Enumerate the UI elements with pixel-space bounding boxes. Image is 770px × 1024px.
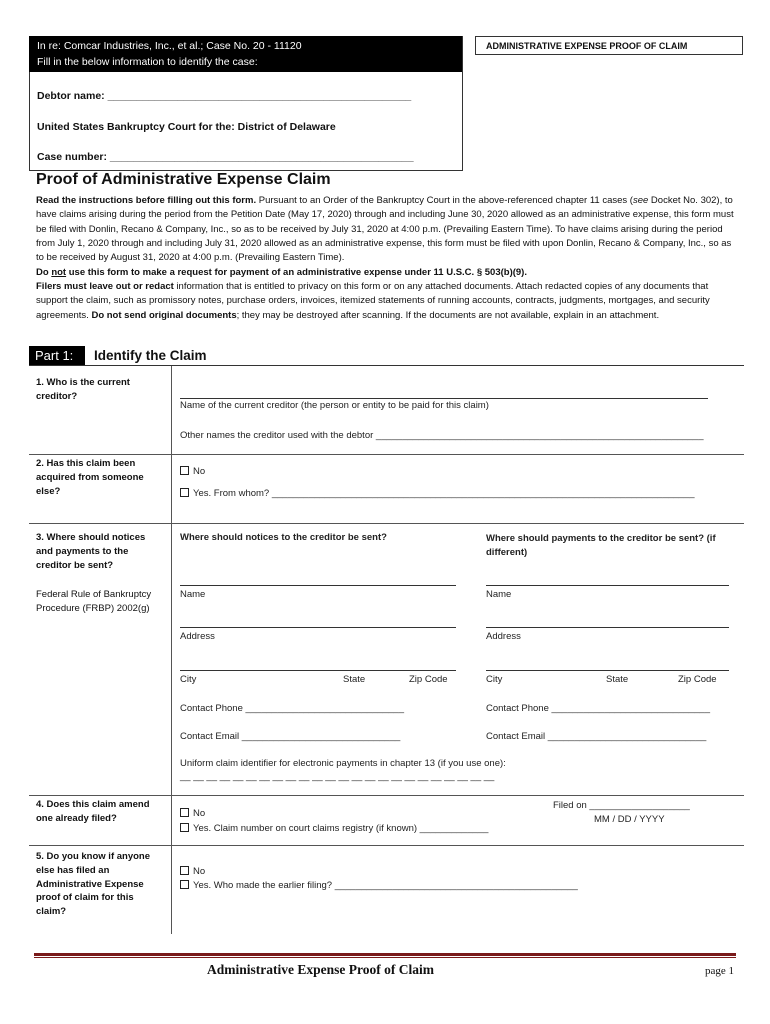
case-header-band (29, 36, 462, 72)
q4-no-label: No (193, 808, 206, 819)
redact-text: information that is entitled to privacy on this form or on any attached documents. Attach redacted copies of any documents that support the claim, such as promissory notes, purchase orders, invoices, itemized statements of running accounts, contracts, judgments, mortgages, and security agreements. (36, 281, 710, 321)
q5-no-option[interactable] (180, 866, 205, 877)
q5-no-label: No (193, 866, 206, 877)
q4-no-option[interactable] (180, 808, 205, 819)
date-format-hint: MM / DD / YYYY (594, 814, 665, 825)
notices-address-caption: Address (180, 631, 215, 642)
instructions-text-b: Docket No. 302), to have claims arising during the period from the Petition Date (May 17, 2020) through and including June 30, 2020 allowed as an administrative expense, this form must be filed with Donlin, Recano & Company, Inc., so as to be received by July 31, 2020 at 4:00 p.m. (Prevailing Eastern Time). To have claims arising during the period from July 1, 2020 through and including July 31, 2020 allowed as an administrative expense, this form must be filed with upon Donlin, Recano & Company, Inc., so as to be received by August 31, 2020 at 4:00 p.m. (Prevailing Eastern Time). (36, 195, 734, 264)
q4-yes-option[interactable] (180, 823, 488, 834)
q2-no-option[interactable] (180, 466, 205, 477)
instructions-paragraph-2 (36, 266, 736, 280)
checkbox-icon[interactable] (180, 808, 189, 817)
q2-yes-label: Yes. From whom? ________________________________________________________________________________ (193, 488, 695, 499)
checkbox-icon[interactable] (180, 866, 189, 875)
notices-city-caption: City (180, 674, 197, 685)
checkbox-icon[interactable] (180, 466, 189, 475)
notices-address-input[interactable] (180, 627, 456, 628)
column-divider (171, 366, 172, 934)
debtor-name-field[interactable]: Debtor name: ____________________________________________________ (37, 90, 412, 102)
row-separator (29, 845, 744, 846)
original-docs-warning: Do not send original documents (91, 309, 237, 321)
payments-email-field[interactable]: Contact Email ______________________________ (486, 731, 707, 742)
do-not-text: use this form to make a request for payment of an administrative expense under 11 U.S.C. § 503(b)(9). (66, 267, 527, 278)
instructions-paragraph-3 (36, 280, 736, 323)
part1-tag: Part 1: (29, 346, 85, 365)
footer-title: Administrative Expense Proof of Claim (207, 962, 434, 977)
q4-yes-label: Yes. Claim number on court claims registry (if known) _____________ (193, 823, 489, 834)
notices-name-input[interactable] (180, 585, 456, 586)
q1-label: 1. Who is the current creditor? (36, 377, 130, 402)
payments-address-input[interactable] (486, 627, 729, 628)
q5-yes-label: Yes. Who made the earlier filing? ______________________________________________ (193, 880, 578, 891)
page-title: Proof of Administrative Expense Claim (36, 171, 331, 188)
footer-rule (34, 957, 736, 958)
q3-label: 3. Where should notices and payments to the creditor be sent? (36, 532, 146, 571)
notices-name-caption: Name (180, 589, 206, 600)
part1-title: Identify the Claim (94, 348, 207, 363)
notices-state-caption: State (343, 674, 366, 685)
instructions-paragraph-1 (36, 194, 736, 265)
case-caption: In re: Comcar Industries, Inc., et al.; Case No. 20 - 11120 (37, 40, 302, 52)
notices-header: Where should notices to the creditor be sent? (180, 532, 387, 543)
row-separator (29, 523, 744, 524)
q2-label: 2. Has this claim been acquired from someone else? (36, 458, 144, 497)
payments-header: Where should payments to the creditor be sent? (if different) (486, 533, 716, 558)
notices-phone-field[interactable]: Contact Phone ______________________________ (180, 703, 404, 714)
payments-name-input[interactable] (486, 585, 729, 586)
notices-city-input[interactable] (180, 670, 456, 671)
redact-lead: Filers must leave out or redact (36, 281, 174, 292)
other-names-field[interactable]: Other names the creditor used with the debtor ______________________________________________________________ (180, 430, 704, 441)
instructions-lead: Read the instructions before filling out this form. (36, 195, 257, 206)
row-separator (29, 454, 744, 455)
payments-address-caption: Address (486, 631, 521, 642)
page-number: page 1 (705, 965, 735, 977)
payments-phone-field[interactable]: Contact Phone ______________________________ (486, 703, 710, 714)
creditor-name-caption: Name of the current creditor (the person or entity to be paid for this claim) (180, 400, 489, 411)
instructions-see: see (632, 195, 649, 206)
q2-no-label: No (193, 466, 206, 477)
frbp-note: Federal Rule of Bankruptcy Procedure (FRBP) 2002(g) (36, 589, 152, 614)
not-emphasis: not (51, 267, 67, 278)
redact-text-end: ; they may be destroyed after scanning. If the documents are not available, explain in an attachment. (236, 309, 660, 321)
footer-rule (34, 953, 736, 956)
instructions-text-a: Pursuant to an Order of the Bankruptcy Court in the above-referenced chapter 11 cases ( (256, 195, 633, 206)
case-fill-instruction: Fill in the below information to identify the case: (37, 56, 258, 68)
q5-label: 5. Do you know if anyone else has filed an Administrative Expense proof of claim for this claim? (36, 851, 151, 918)
payments-state-caption: State (606, 674, 629, 685)
payments-city-caption: City (486, 674, 503, 685)
uci-input[interactable]: __ __ __ __ __ __ __ __ __ __ __ __ __ __ __ __ __ __ __ __ __ __ __ __ (180, 771, 495, 782)
notices-email-field[interactable]: Contact Email ______________________________ (180, 731, 401, 742)
q4-label: 4. Does this claim amend one already filed? (36, 799, 150, 824)
court-name: United States Bankruptcy Court for the: District of Delaware (37, 121, 336, 133)
creditor-name-input[interactable] (180, 398, 708, 399)
filed-on-field[interactable]: Filed on ___________________ (553, 800, 690, 811)
checkbox-icon[interactable] (180, 488, 189, 497)
q5-yes-option[interactable] (180, 880, 578, 891)
payments-city-input[interactable] (486, 670, 729, 671)
q2-yes-option[interactable] (180, 488, 695, 499)
payments-name-caption: Name (486, 589, 512, 600)
do-text: Do (36, 267, 52, 278)
case-number-field[interactable]: Case number: ____________________________________________________ (37, 151, 414, 163)
uci-caption: Uniform claim identifier for electronic payments in chapter 13 (if you use one): (180, 758, 506, 769)
payments-zip-caption: Zip Code (678, 674, 717, 685)
row-separator (29, 795, 744, 796)
form-title-box: ADMINISTRATIVE EXPENSE PROOF OF CLAIM (475, 36, 743, 55)
notices-zip-caption: Zip Code (409, 674, 448, 685)
checkbox-icon[interactable] (180, 823, 189, 832)
checkbox-icon[interactable] (180, 880, 189, 889)
